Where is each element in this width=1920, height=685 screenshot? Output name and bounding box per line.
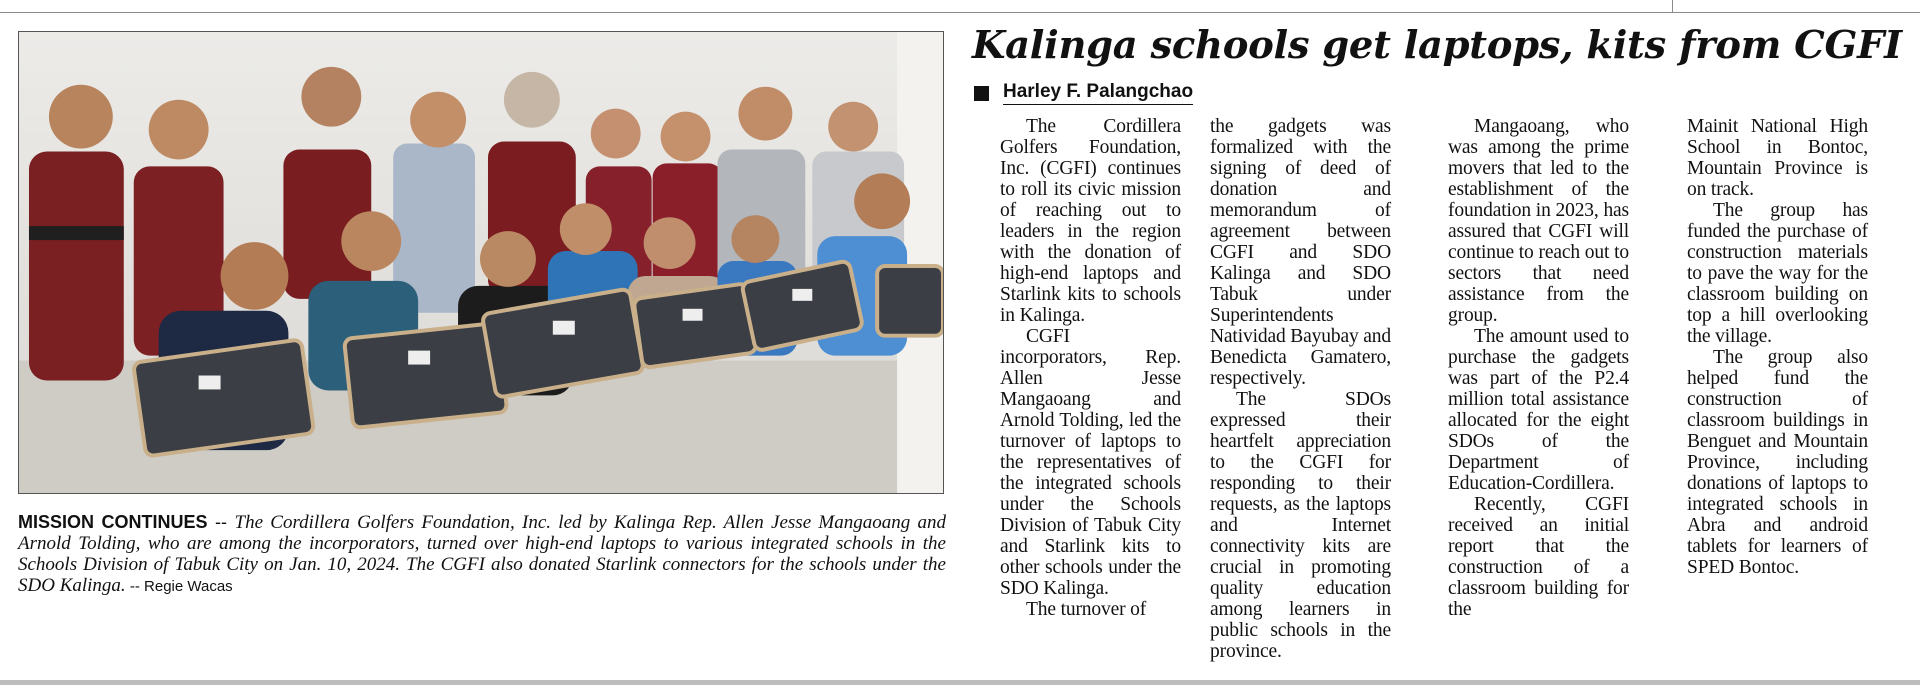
byline-author: Harley F. Palangchao <box>1003 81 1193 105</box>
caption-lead: MISSION CONTINUES <box>18 512 208 532</box>
paragraph: Mainit National High School in Bontoc, Mountain Province is on track. <box>1687 116 1868 200</box>
byline-square-icon <box>974 86 989 101</box>
top-rule-line <box>0 12 1920 13</box>
group-photo <box>18 31 944 494</box>
paragraph: The Cordillera Golfers Foundation, Inc. (CGFI) continues to roll its civic mission of reaching out to leaders in the region with the donation of high-end laptops and Starlink kits to schools in Kalinga. <box>1000 116 1181 326</box>
caption-body: The Cordillera Golfers Foundation, Inc. led by Kalinga Rep. Allen Jesse Mangaoang and Arnold Tolding, who are among the incorporators, turned over high-end laptops to various integrated schools in the Schools Division of Tabuk City on Jan. 10, 2024. The CGFI also donated Starlink connectors for the schools under the SDO Kalinga. <box>18 512 946 596</box>
paragraph: The SDOs expressed their heartfelt appreciation to the CGFI for responding to their requests, as the laptops and Internet connectivity kits are crucial in promoting quality education among learners in public schools in the province. <box>1210 389 1391 662</box>
group-photo-graphic <box>19 32 943 493</box>
paragraph: The group also helped fund the construction of classroom buildings in Benguet and Mountain Province, including donations of laptops to integrated schools in Abra and android tablets for learners of SPED Bontoc. <box>1687 347 1868 578</box>
photo-caption <box>18 512 946 597</box>
article-column-3 <box>1448 116 1629 620</box>
paragraph: Recently, CGFI received an initial report that the construction of a classroom building for the <box>1448 494 1629 620</box>
paragraph: The group has funded the purchase of construction materials to pave the way for the classroom building on top a hill overlooking the village. <box>1687 200 1868 347</box>
paragraph: CGFI incorporators, Rep. Allen Jesse Mangaoang and Arnold Tolding, led the turnover of laptops to the representatives of the integrated schools under the Schools Division of Tabuk City and Starlink kits to other schools under the SDO Kalinga. <box>1000 326 1181 599</box>
paragraph: The turnover of <box>1026 599 1147 620</box>
byline <box>974 80 1193 106</box>
top-rule <box>0 0 1920 14</box>
article-column-4 <box>1687 116 1868 578</box>
article-column-2 <box>1210 116 1391 662</box>
article-column-1 <box>1000 116 1181 620</box>
paragraph: the gadgets was formalized with the signing of deed of donation and memorandum of agreement between CGFI and SDO Kalinga and SDO Tabuk under Superintendents Natividad Bayubay and Benedicta Gamatero, respectively. <box>1210 116 1391 389</box>
caption-separator: -- <box>207 512 235 532</box>
paragraph: Mangaoang, who was among the prime movers that led to the establishment of the foundation in 2023, has assured that CGFI will continue to reach out to sectors that need assistance from the group. <box>1448 116 1629 326</box>
paragraph: The amount used to purchase the gadgets was part of the P2.4 million total assistance allocated for the eight SDOs of the Department of Education-Cordillera. <box>1448 326 1629 494</box>
top-rule-tick <box>1672 0 1673 13</box>
photo-credit: -- Regie Wacas <box>125 578 233 595</box>
headline: Kalinga schools get laptops, kits from CGFI <box>972 23 1902 68</box>
bottom-rule <box>0 680 1920 685</box>
